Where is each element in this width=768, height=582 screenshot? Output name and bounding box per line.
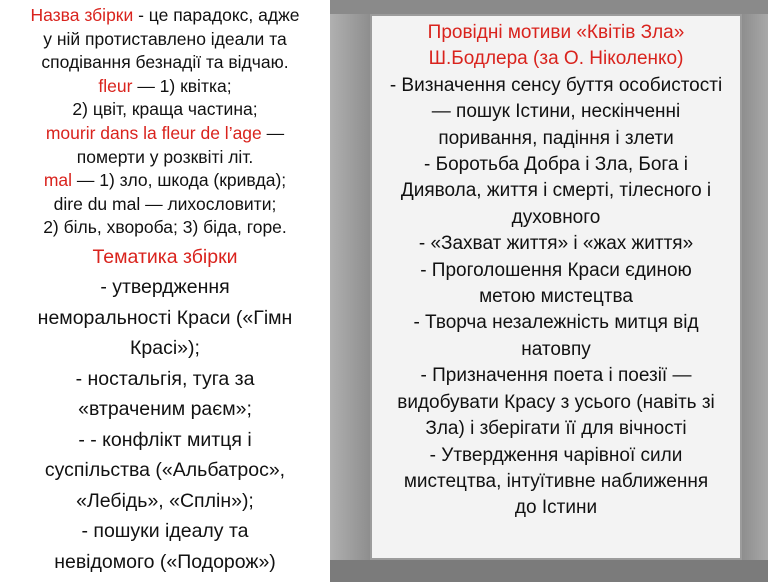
note-line: сподівання безнадії та відчаю. bbox=[41, 52, 289, 73]
theme-line: Красі»); bbox=[130, 337, 200, 360]
motif-line: - Утвердження чарівної сили bbox=[429, 444, 683, 466]
motif-line: - Призначення поета і поезії — bbox=[420, 365, 692, 387]
note-line: mourir dans la fleur de l’age — bbox=[45, 122, 285, 143]
motifs-panel bbox=[372, 16, 740, 558]
theme-line: - - конфлікт митця і bbox=[78, 428, 252, 451]
note-line: Назва збірки - це парадокс, адже bbox=[30, 5, 300, 25]
motif-line: видобувати Красу з усього (навіть зі bbox=[397, 391, 715, 413]
theme-line: - ностальгія, туга за bbox=[75, 367, 255, 390]
motifs-title-line: Провідні мотиви «Квітів Зла» bbox=[427, 22, 685, 43]
motif-line: Зла) і зберігати її для вічності bbox=[425, 418, 687, 440]
motif-line: Диявола, життя і смерті, тілесного і bbox=[400, 180, 712, 202]
frame-right-pillar bbox=[742, 14, 768, 560]
motif-line: - Творча незалежність митця від bbox=[413, 312, 699, 334]
motifs-title-line: Ш.Бодлера (за О. Ніколенко) bbox=[428, 48, 684, 70]
theme-line: «Лебідь», «Сплін»); bbox=[76, 489, 254, 512]
motif-line: до Істини bbox=[514, 497, 598, 519]
motif-line: - «Захват життя» і «жах життя» bbox=[418, 233, 694, 255]
motif-line: - Проголошення Краси єдиною bbox=[420, 259, 692, 281]
themes-title: Тематика збірки bbox=[92, 245, 238, 268]
theme-line: - утвердження bbox=[100, 276, 230, 299]
motif-line: духовного bbox=[511, 206, 601, 228]
motif-line: метою мистецтва bbox=[479, 286, 633, 308]
motif-line: - Боротьба Добра і Зла, Бога і bbox=[424, 154, 688, 176]
note-line: dire du mal — лихословити; bbox=[53, 193, 277, 214]
frame-left-pillar bbox=[330, 14, 370, 560]
motif-line: — пошук Істини, нескінченні bbox=[431, 101, 681, 123]
note-line: mal — 1) зло, шкода (кривда); bbox=[43, 170, 287, 191]
theme-line: невідомого («Подорож») bbox=[54, 550, 276, 573]
left-text-column bbox=[0, 0, 330, 582]
note-line: 2) цвіт, краща частина; bbox=[72, 99, 258, 120]
theme-line: «втраченим раєм»; bbox=[78, 398, 252, 421]
motif-line: - Визначення сенсу буття особистості bbox=[389, 74, 723, 96]
theme-line: - пошуки ідеалу та bbox=[81, 520, 249, 543]
theme-line: неморальності Краси («Гімн bbox=[37, 306, 293, 329]
note-line: 2) біль, хвороба; 3) біда, горе. bbox=[43, 217, 287, 238]
note-line: померти у розквіті літ. bbox=[76, 146, 254, 167]
theme-line: суспільства («Альбатрос», bbox=[44, 459, 286, 482]
motif-line: поривання, падіння і злети bbox=[438, 127, 674, 149]
note-line: fleur — 1) квітка; bbox=[98, 75, 232, 96]
themes-section bbox=[0, 242, 330, 578]
frame-top-bar bbox=[330, 0, 768, 14]
collection-title-notes bbox=[0, 0, 330, 240]
motif-line: натовпу bbox=[521, 338, 591, 360]
frame-bottom-bar bbox=[330, 560, 768, 582]
note-line: у ній протиставлено ідеали та bbox=[43, 28, 287, 49]
motif-line: мистецтва, інтуїтивне наближення bbox=[403, 470, 709, 492]
